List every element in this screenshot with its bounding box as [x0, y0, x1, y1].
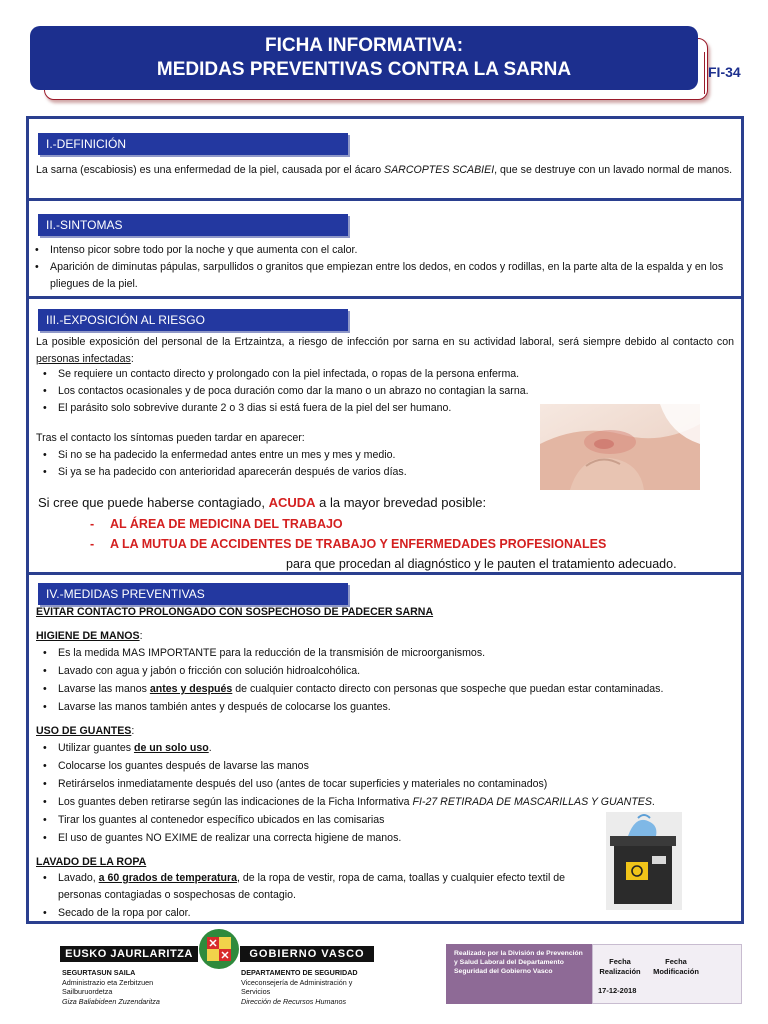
fecha-real-line: Fecha [609, 957, 631, 966]
left-dept-line: Giza Baliabideen Zuzendaritza [62, 996, 160, 1006]
incubation-list [36, 447, 536, 481]
document-code: FI-34 [708, 64, 741, 80]
symptom-item: • Intenso picor sobre todo por la noche y que aumenta con el calor. [28, 242, 730, 259]
creation-date: 17-12-2018 [598, 986, 637, 995]
gloves-item [36, 794, 736, 811]
hands-item: • Es la medida MAS IMPORTANTE para la reducción de la transmisión de microorganismos. [36, 645, 736, 662]
fecha-realizacion-label [598, 957, 642, 977]
hands-list [36, 645, 736, 716]
gloves4-reference: FI-27 RETIRADA DE MASCARILLAS Y GUANTES [412, 796, 652, 808]
gloves1-pre: Utilizar guantes [58, 742, 134, 754]
exposure-intro [36, 334, 734, 368]
gloves-item: • Tirar los guantes al contenedor específico ubicados en las comisarias [36, 812, 736, 829]
hands3-post: de cualquier contacto directo con personas que sospeche que puedan estar contaminadas. [232, 683, 664, 695]
destination-1: - AL ÁREA DE MEDICINA DEL TRABAJO [90, 517, 343, 531]
gloves4-pre: Los guantes deben retirarse según las indicaciones de la Ficha Informativa [58, 796, 413, 808]
exposure-intro-text: La posible exposición del personal de la Ertzaintza, a riesgo de infección por sarna en su actividad laboral, será siempre debido al contacto con [36, 336, 734, 348]
title-line-1: FICHA INFORMATIVA: [264, 35, 464, 56]
exposure-item: • El parásito solo sobrevive durante 2 o 3 dias si está fuera de la piel del ser humano. [36, 400, 596, 417]
left-dept-name: SEGURTASUN SAILA [62, 968, 136, 977]
gloves-item: • Retirárselos inmediatamente después del uso (antes de tocar superficies y materiales no contaminados) [36, 776, 736, 793]
hands-item: • Lavarse las manos también antes y después de colocarse los guantes. [36, 699, 736, 716]
biohazard-container-photo [606, 812, 682, 910]
hands-title: HIGIENE DE MANOS [36, 630, 140, 642]
incubation-item: • Si ya se ha padecido con anterioridad aparecerán después de varios días. [36, 464, 536, 481]
title-line-2: MEDIDAS PREVENTIVAS CONTRA LA SARNA [156, 59, 572, 80]
section-divider-1 [26, 198, 744, 201]
section-heading-medidas: IV.-MEDIDAS PREVENTIVAS [38, 583, 348, 605]
basque-coat-of-arms-icon [198, 928, 240, 970]
fecha-mod-line: Modificación [653, 967, 699, 976]
gloves-item [36, 740, 736, 757]
destination-2: - A LA MUTUA DE ACCIDENTES DE TRABAJO Y ENFERMEDADES PROFESIONALES [90, 537, 607, 551]
gloves1-post: . [208, 742, 212, 754]
footer-right-department [241, 968, 391, 1006]
clothes1-underlined: a 60 grados de temperatura [98, 872, 238, 884]
gloves-title: USO DE GUANTES [36, 725, 132, 737]
exposure-list [36, 366, 596, 417]
clothes-item [36, 870, 588, 904]
fecha-real-line: Realización [599, 967, 641, 976]
clothes-title: LAVADO DE LA ROPA [36, 856, 147, 868]
section-heading-definicion: I.-DEFINICIÓN [38, 133, 348, 155]
hands-item: • Lavado con agua y jabón o fricción con solución hidroalcohólica. [36, 663, 736, 680]
hands3-pre: Lavarse las manos [58, 683, 150, 695]
clothes-title-row [36, 854, 146, 871]
section-heading-sintomas: II.-SINTOMAS [38, 214, 348, 236]
mite-name: SARCOPTES SCABIEI [384, 164, 495, 176]
definition-text-post: , que se destruye con un lavado normal de manos. [494, 164, 733, 176]
exposure-intro-end: : [130, 353, 134, 365]
destination-1-text: AL ÁREA DE MEDICINA DEL TRABAJO [110, 517, 343, 531]
clothes1-pre: Lavado, [58, 872, 99, 884]
symptom-item: • Aparición de diminutas pápulas, sarpullidos o granitos que empiezan entre los dedos, en codos y rodillas, en la parte alta de la espalda y en los pliegues de la piel. [28, 259, 730, 293]
clothes-list [36, 870, 588, 922]
exposure-item: • Se requiere un contacto directo y prolongado con la piel infectada, o ropas de la persona enferma. [36, 366, 596, 383]
clothes1-post: , de la ropa de vestir, ropa de cama, toallas y cualquier efecto textil de personas contagiadas o sospechosas de contagio. [58, 872, 566, 901]
fecha-modificacion-label [650, 957, 702, 977]
footer-left-department [62, 968, 212, 1006]
infected-persons-underlined: personas infectadas [36, 353, 131, 365]
call-to-action [38, 494, 486, 512]
definition-text-pre: La sarna (escabiosis) es una enfermedad de la piel, causada por el ácaro [36, 164, 385, 176]
cta-acuda: ACUDA [268, 495, 316, 510]
code-divider [704, 52, 705, 94]
left-dept-line: Administrazio eta Zerbitzuen [62, 977, 154, 987]
logo-basque-text: EUSKO JAURLARITZA [60, 946, 198, 962]
section-divider-2 [26, 296, 744, 299]
document-title [30, 26, 698, 90]
gloves4-post: . [651, 796, 655, 808]
hands-title-row: HIGIENE DE MANOS: [36, 630, 143, 642]
closing-text: para que procedan al diagnóstico y le pauten el tratamiento adecuado. [286, 557, 677, 571]
author-info-box: Realizado por la División de Prevención y Salud Laboral del Departamento Seguridad del Gobierno Vasco [446, 944, 592, 1004]
gloves1-underlined: de un solo uso [133, 742, 209, 754]
clothes-item: • Secado de la ropa por calor. [36, 905, 588, 922]
gloves-title-row: USO DE GUANTES: [36, 725, 135, 737]
cta-pre: Si cree que puede haberse contagiado, [38, 495, 269, 510]
exposure-item: • Los contactos ocasionales y de poca duración como dar la mano o un abrazo no contagian la sarna. [36, 383, 596, 400]
right-dept-line: Viceconsejería de Administración y [241, 977, 353, 987]
fecha-mod-line: Fecha [665, 957, 687, 966]
logo-spanish-text: GOBIERNO VASCO [240, 946, 374, 962]
after-contact-title: Tras el contacto los síntomas pueden tardar en aparecer: [36, 432, 305, 444]
cta-post: a la mayor brevedad posible: [315, 495, 487, 510]
symptoms-list [28, 242, 730, 293]
section-heading-exposicion: III.-EXPOSICIÓN AL RIESGO [38, 309, 348, 331]
hands3-underlined: antes y después [149, 683, 233, 695]
skin-rash-photo [540, 404, 700, 490]
hands-item [36, 681, 736, 698]
gloves-item: • Colocarse los guantes después de lavarse las manos [36, 758, 736, 775]
right-dept-line: Servicios [241, 987, 271, 996]
destination-2-text: A LA MUTUA DE ACCIDENTES DE TRABAJO Y ENFERMEDADES PROFESIONALES [110, 537, 607, 551]
prevention-subheading: EVITAR CONTACTO PROLONGADO CON SOSPECHOSO DE PADECER SARNA [36, 606, 434, 618]
right-dept-name: DEPARTAMENTO DE SEGURIDAD [241, 968, 358, 977]
gloves-item: • El uso de guantes NO EXIME de realizar una correcta higiene de manos. [36, 830, 736, 847]
left-dept-line: Sailburuordetza [62, 987, 113, 996]
definition-text [36, 162, 736, 179]
right-dept-line: Dirección de Recursos Humanos [241, 996, 347, 1006]
incubation-item: • Si no se ha padecido la enfermedad antes entre un mes y mes y medio. [36, 447, 536, 464]
